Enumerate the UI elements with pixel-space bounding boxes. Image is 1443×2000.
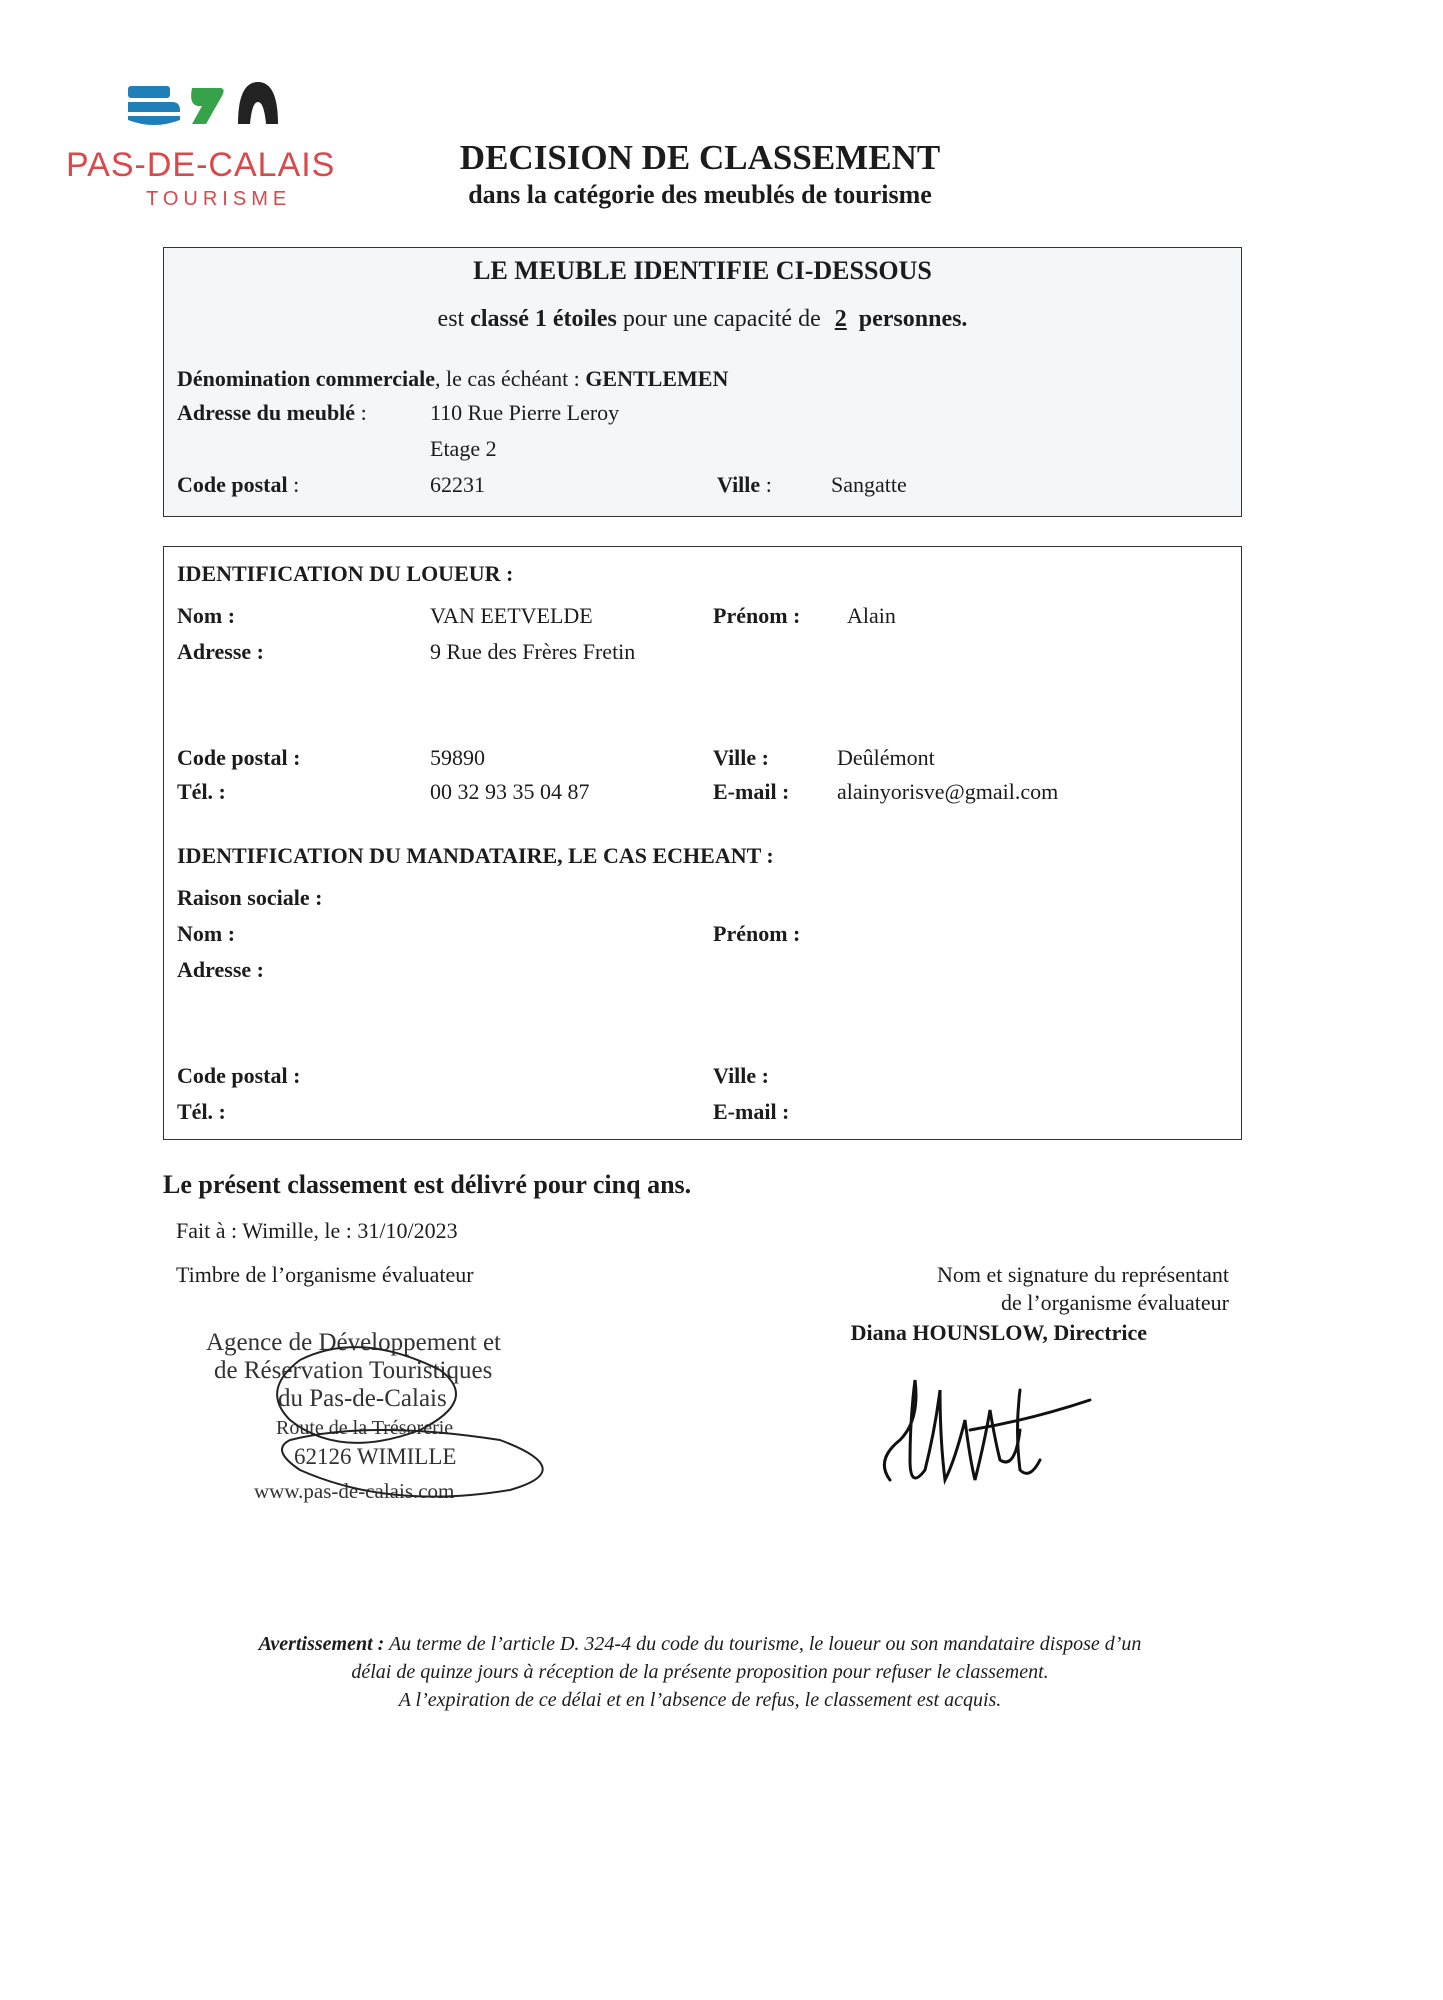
loueur-email-label: E-mail : xyxy=(713,779,790,804)
document-title: DECISION DE CLASSEMENT xyxy=(459,138,941,177)
signature-caption-line2: de l’organisme évaluateur xyxy=(1000,1290,1229,1315)
document-header xyxy=(410,138,990,210)
validity-statement: Le présent classement est délivré pour cinq ans. xyxy=(163,1170,692,1199)
warning-label: Avertissement : xyxy=(258,1633,385,1655)
signatory-name: Diana HOUNSLOW, Directrice xyxy=(850,1320,1147,1345)
logo-subtitle: TOURISME xyxy=(146,188,292,210)
warning-line2: délai de quinze jours à réception de la présente proposition pour refuser le classement. xyxy=(351,1661,1049,1683)
document-subtitle: dans la catégorie des meublés de tourisme xyxy=(468,180,932,209)
svg-text:Agence de Développement et: Agence de Développement et xyxy=(206,1329,502,1356)
mandataire-cp-label: Code postal : xyxy=(177,1063,301,1088)
denomination-label: Dénomination commerciale xyxy=(177,366,436,391)
adresse-meuble-label-row xyxy=(177,400,367,426)
mandataire-nom-label: Nom : xyxy=(177,921,236,946)
logo-green-leaf-icon xyxy=(191,88,223,124)
cp-meuble-label: Code postal xyxy=(177,472,288,497)
signature-caption-line1: Nom et signature du représentant xyxy=(936,1262,1229,1287)
classement-line xyxy=(164,306,1241,333)
loueur-mandataire-section xyxy=(163,546,1242,1140)
denomination-value: GENTLEMEN xyxy=(585,366,729,391)
denomination-mid: , le cas échéant : xyxy=(435,366,580,391)
logo-name: PAS-DE-CALAIS xyxy=(66,146,336,184)
mandataire-heading: IDENTIFICATION DU MANDATAIRE, LE CAS ECHEANT : xyxy=(177,843,774,868)
logo-dark-arch-icon xyxy=(238,82,278,124)
mandataire-adresse-label: Adresse : xyxy=(177,957,264,982)
warning-notice xyxy=(120,1630,1280,1714)
cp-meuble-label-row xyxy=(177,472,299,498)
warning-line1: Au terme de l’article D. 324-4 du code du tourisme, le loueur ou son mandataire dispose d’un xyxy=(388,1633,1142,1655)
loueur-tel-label: Tél. : xyxy=(177,779,226,804)
mandataire-raison-label: Raison sociale : xyxy=(177,885,323,910)
organisation-stamp xyxy=(180,1320,600,1530)
adresse-meuble-colon: : xyxy=(355,400,367,425)
ville-meuble-label-row xyxy=(717,472,772,498)
loueur-ville-label: Ville : xyxy=(713,745,769,770)
loueur-cp-label: Code postal : xyxy=(177,745,301,770)
ville-meuble-label: Ville xyxy=(717,472,761,497)
mandataire-prenom-label: Prénom : xyxy=(713,921,801,946)
svg-text:Route de la Trésorerie: Route de la Trésorerie xyxy=(276,1417,454,1439)
svg-text:www.pas-de-calais.com: www.pas-de-calais.com xyxy=(254,1479,455,1503)
stamp-caption: Timbre de l’organisme évaluateur xyxy=(176,1262,474,1287)
place-date: Fait à : Wimille, le : 31/10/2023 xyxy=(176,1218,458,1243)
svg-text:du Pas-de-Calais: du Pas-de-Calais xyxy=(278,1385,447,1412)
svg-text:62126 WIMILLE: 62126 WIMILLE xyxy=(294,1444,457,1469)
handwritten-signature xyxy=(870,1350,1100,1500)
mandataire-tel-label: Tél. : xyxy=(177,1099,226,1124)
meuble-heading: LE MEUBLE IDENTIFIE CI-DESSOUS xyxy=(473,256,932,285)
loueur-ville-value: Deûlémont xyxy=(837,745,935,770)
warning-line3: A l’expiration de ce délai et en l’absence de refus, le classement est acquis. xyxy=(398,1689,1002,1711)
classement-stars: classé 1 étoiles xyxy=(470,306,617,332)
meuble-section xyxy=(163,247,1242,517)
loueur-prenom-label: Prénom : xyxy=(713,603,801,628)
denomination-row xyxy=(177,366,728,392)
loueur-nom-value: VAN EETVELDE xyxy=(430,603,593,628)
capacite-value: 2 xyxy=(834,306,847,332)
cp-meuble-value: 62231 xyxy=(430,472,485,497)
loueur-email-value: alainyorisve@gmail.com xyxy=(837,779,1059,804)
loueur-adresse-value: 9 Rue des Frères Fretin xyxy=(430,639,636,664)
capacite-suffix: personnes. xyxy=(858,306,968,332)
cp-meuble-colon: : xyxy=(287,472,300,497)
adresse-meuble-line1: 110 Rue Pierre Leroy xyxy=(430,400,620,425)
loueur-nom-label: Nom : xyxy=(177,603,236,628)
loueur-heading: IDENTIFICATION DU LOUEUR : xyxy=(177,561,514,586)
adresse-meuble-line2: Etage 2 xyxy=(430,436,497,461)
ville-meuble-colon: : xyxy=(760,472,772,497)
loueur-tel-value: 00 32 93 35 04 87 xyxy=(430,779,590,804)
logo-blue-waves-icon xyxy=(128,86,180,125)
mandataire-ville-label: Ville : xyxy=(713,1063,769,1088)
classement-prefix: est xyxy=(437,306,465,332)
adresse-meuble-label: Adresse du meublé xyxy=(177,400,356,425)
ville-meuble-value: Sangatte xyxy=(831,472,907,497)
loueur-cp-value: 59890 xyxy=(430,745,485,770)
svg-text:de Réservation Touristiques: de Réservation Touristiques xyxy=(214,1357,493,1384)
mandataire-email-label: E-mail : xyxy=(713,1099,790,1124)
loueur-adresse-label: Adresse : xyxy=(177,639,264,664)
loueur-prenom-value: Alain xyxy=(847,603,896,628)
classement-mid: pour une capacité de xyxy=(622,306,821,332)
